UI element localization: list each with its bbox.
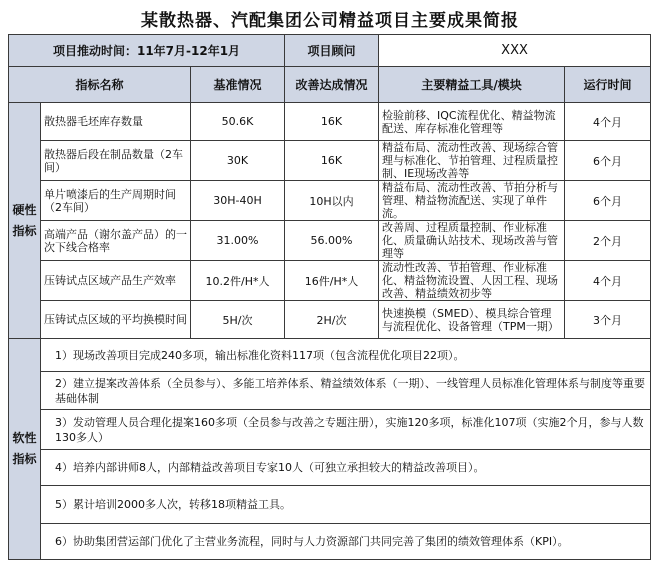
indicator-name: 高端产品（谢尔盖产品）的一次下线合格率 xyxy=(41,221,191,261)
achieved-value: 10H以内 xyxy=(285,181,379,221)
tools-text: 精益布局、流动性改善、现场综合管理与标准化、节拍管理、过程质量控制、IE现场改善等 xyxy=(379,141,565,181)
consultant-label: 项目顾问 xyxy=(285,35,379,67)
project-time-cell: 项目推动时间：11年7月-12年1月 xyxy=(9,35,285,67)
table-row xyxy=(9,181,651,221)
hard-indicators-label: 硬性指标 xyxy=(9,103,41,339)
tools-text: 检验前移、IQC流程优化、精益物流配送、库存标准化管理等 xyxy=(379,103,565,141)
duration-value: 6个月 xyxy=(565,181,651,221)
achieved-value: 16K xyxy=(285,103,379,141)
table-row xyxy=(9,221,651,261)
indicator-name: 散热器毛坯库存数量 xyxy=(41,103,191,141)
indicator-name: 散热器后段在制品数量（2车间） xyxy=(41,141,191,181)
achieved-value: 2H/次 xyxy=(285,301,379,339)
duration-value: 6个月 xyxy=(565,141,651,181)
baseline-value: 10.2件/H*人 xyxy=(191,261,285,301)
duration-value: 4个月 xyxy=(565,103,651,141)
baseline-value: 30K xyxy=(191,141,285,181)
achieved-value: 56.00% xyxy=(285,221,379,261)
header-achieved: 改善达成情况 xyxy=(285,67,379,103)
soft-item: 5）累计培训2000多人次，转移18项精益工具。 xyxy=(41,486,651,524)
header-tools: 主要精益工具/模块 xyxy=(379,67,565,103)
tools-text: 流动性改善、节拍管理、作业标准化、精益物流设置、人因工程、现场改善、精益绩效初步等 xyxy=(379,261,565,301)
tools-text: 精益布局、流动性改善、节拍分析与管理、精益物流配送、实现了单件流。 xyxy=(379,181,565,221)
list-item xyxy=(9,410,651,450)
achieved-value: 16K xyxy=(285,141,379,181)
table-row xyxy=(9,103,651,141)
tools-text: 快速换模（SMED）、模具综合管理与流程优化、设备管理（TPM一期） xyxy=(379,301,565,339)
baseline-value: 50.6K xyxy=(191,103,285,141)
indicator-name: 压铸试点区域产品生产效率 xyxy=(41,261,191,301)
duration-value: 2个月 xyxy=(565,221,651,261)
list-item xyxy=(9,450,651,486)
baseline-value: 5H/次 xyxy=(191,301,285,339)
indicator-name: 单片喷漆后的生产周期时间（2车间） xyxy=(41,181,191,221)
table-row xyxy=(9,301,651,339)
header-baseline: 基准情况 xyxy=(191,67,285,103)
consultant-value: XXX xyxy=(379,35,651,67)
soft-item: 3）发动管理人员合理化提案160多项（全员参与改善之专题注册），实施120多项，标准化107项（实施2个月，参与人数130多人） xyxy=(41,410,651,450)
baseline-value: 31.00% xyxy=(191,221,285,261)
header-indicator: 指标名称 xyxy=(9,67,191,103)
soft-item: 4）培养内部讲师8人，内部精益改善项目专家10人（可独立承担较大的精益改善项目）。 xyxy=(41,450,651,486)
list-item xyxy=(9,339,651,372)
duration-value: 4个月 xyxy=(565,261,651,301)
header-duration: 运行时间 xyxy=(565,67,651,103)
table-row xyxy=(9,141,651,181)
results-table xyxy=(8,34,651,560)
indicator-name: 压铸试点区域的平均换模时间 xyxy=(41,301,191,339)
list-item xyxy=(9,372,651,410)
soft-item: 1）现场改善项目完成240多项，输出标准化资料117项（包含流程优化项目22项）。 xyxy=(41,339,651,372)
list-item xyxy=(9,486,651,524)
table-row xyxy=(9,261,651,301)
tools-text: 改善周、过程质量控制、作业标准化、质量确认站技术、现场改善与管理等 xyxy=(379,221,565,261)
soft-item: 2）建立提案改善体系（全员参与）、多能工培养体系、精益绩效体系（一期）、一线管理人员标准化管理体系与制度等重要基础体制 xyxy=(41,372,651,410)
duration-value: 3个月 xyxy=(565,301,651,339)
list-item xyxy=(9,524,651,560)
baseline-value: 30H-40H xyxy=(191,181,285,221)
soft-item: 6）协助集团营运部门优化了主营业务流程，同时与人力资源部门共同完善了集团的绩效管理体系（KPI）。 xyxy=(41,524,651,560)
achieved-value: 16件/H*人 xyxy=(285,261,379,301)
soft-indicators-label: 软性指标 xyxy=(9,339,41,560)
report-title: 某散热器、汽配集团公司精益项目主要成果简报 xyxy=(141,11,519,31)
